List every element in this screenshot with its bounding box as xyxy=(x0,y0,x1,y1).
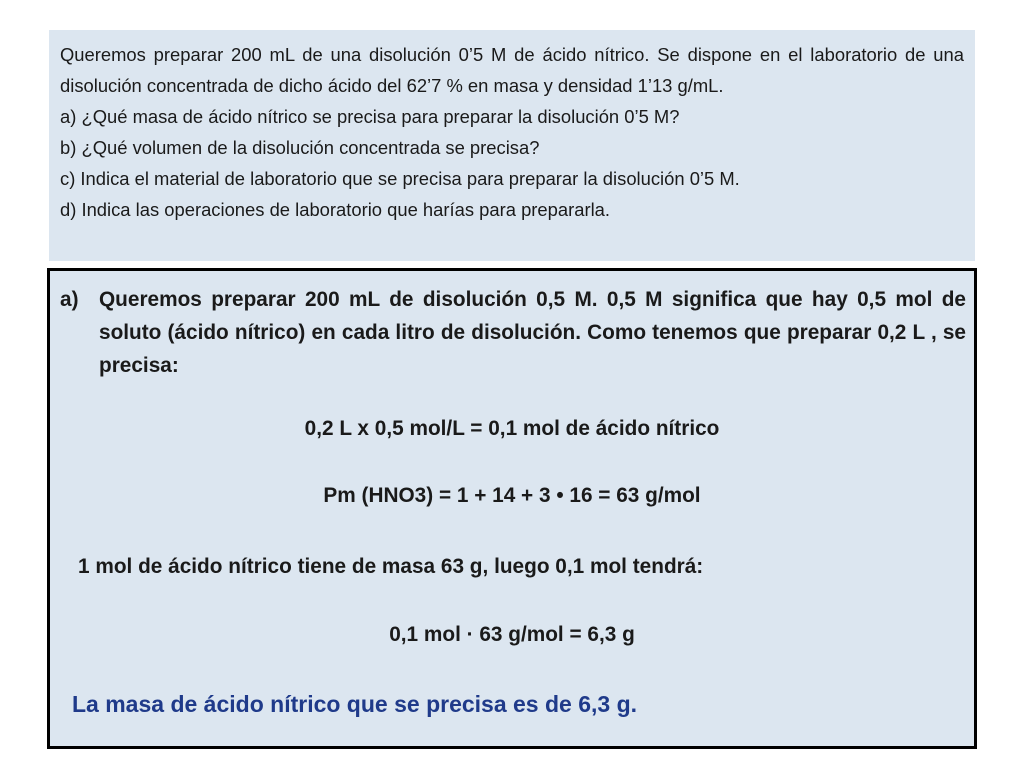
mass-statement: 1 mol de ácido nítrico tiene de masa 63 g, luego 0,1 mol tendrá: xyxy=(78,555,704,578)
question-b: b) ¿Qué volumen de la disolución concentrada se precisa? xyxy=(60,137,540,158)
molar-mass-calculation: Pm (HNO3) = 1 + 14 + 3 • 16 = 63 g/mol xyxy=(323,484,701,507)
question-c: c) Indica el material de laboratorio que se precisa para preparar la disolución 0’5 M. xyxy=(60,168,740,189)
solution-paragraph: Queremos preparar 200 mL de disolución 0,5 M. 0,5 M significa que hay 0,5 mol de soluto (ácido nítrico) en cada litro de disolución. Como tenemos que preparar 0,2 L , se precisa: xyxy=(99,288,966,377)
problem-intro: Queremos preparar 200 mL de una disolución 0’5 M de ácido nítrico. Se dispone en el laboratorio de una disolución concentrada de dicho ácido del 62’7 % en masa y densidad 1’13 g/mL. xyxy=(60,44,964,96)
moles-calculation: 0,2 L x 0,5 mol/L = 0,1 mol de ácido nítrico xyxy=(304,417,720,440)
problem-statement-box xyxy=(49,30,975,261)
solution-box xyxy=(47,268,977,749)
question-d: d) Indica las operaciones de laboratorio que harías para prepararla. xyxy=(60,199,611,220)
mass-calculation: 0,1 mol · 63 g/mol = 6,3 g xyxy=(389,623,635,646)
solution-part-a xyxy=(60,283,966,382)
solution-marker: a) xyxy=(60,288,79,311)
question-a: a) ¿Qué masa de ácido nítrico se precisa para preparar la disolución 0’5 M? xyxy=(60,106,680,127)
conclusion-text: La masa de ácido nítrico que se precisa es de 6,3 g. xyxy=(72,691,638,717)
